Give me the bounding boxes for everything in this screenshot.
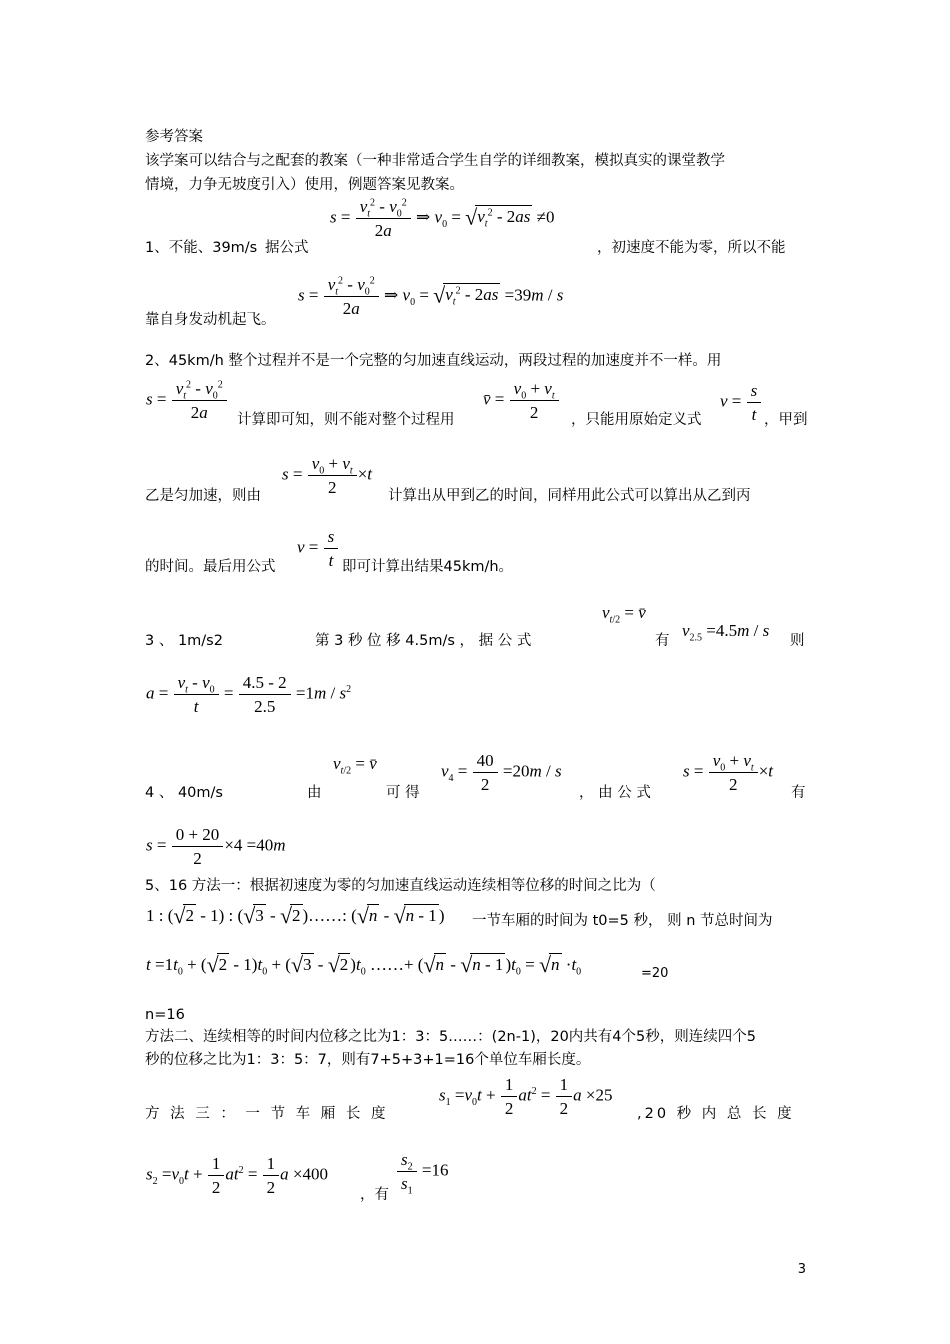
q4-text-e: 有 <box>791 785 806 801</box>
q4-text-a: 4 、 40m/s <box>145 785 223 801</box>
q1-formula-2: s = $\frac{v_t^2 - v_0^2}{2a}$ ⇒ $v_0 = √v_t^2 - 2as =39m / s$ <box>298 275 564 318</box>
q2-text-d: 乙是匀加速，则由 <box>145 488 261 504</box>
q2-formula-v2: v = $\frac{s}{t}$ <box>297 528 339 569</box>
q5-method3-a: 方 法 三 ： 一 节 车 厢 长 度 <box>145 1106 389 1122</box>
q5-method2-line-2: 秒的位移之比为1：3：5：7，则有7+5+3+1=16个单位车厢长度。 <box>145 1052 591 1068</box>
q2-text-b: ，只能用原始定义式 <box>571 412 702 428</box>
page-number: 3 <box>797 1262 806 1277</box>
q5-formula-ratio-s: $\frac{s_2}{s_1}$ =16 <box>396 1151 448 1192</box>
q3-text-d: 则 <box>790 633 805 649</box>
q4-text-d: ， 由 公 式 <box>579 785 651 801</box>
q5-text-a: 一节车厢的时间为 t0=5 秒， 则 n 节总时间为 <box>472 913 773 929</box>
q4-text-c: 可 得 <box>386 785 420 801</box>
q2-line-1: 2、45km/h 整个过程并不是一个完整的匀加速直线运动，两段过程的加速度并不一样。用 <box>145 353 722 369</box>
q2-formula-vbar: v̄ = $\frac{v_0 + v_t}{2}$ <box>483 380 560 421</box>
q3-formula-vhalf: $v_{t/2}$ = v̄ <box>602 603 646 626</box>
q1-tail: ，初速度不能为零，所以不能 <box>597 240 786 256</box>
q5-formula-t: $t =1t_0 + (√2 - 1)t_0 + (√3 - √2$ )$t_0$ ……+ (√n - √n - 1 )$t_0 = √n \cdot t_0$ <box>146 952 582 978</box>
q2-text-c: ，甲到 <box>764 412 808 428</box>
q3-text-c: 有 <box>655 633 670 649</box>
heading: 参考答案 <box>145 129 203 145</box>
q4-text-b: 由 <box>307 785 322 801</box>
q4-formula-s: s = $\frac{0 + 20}{2}$ ×4 =40m <box>146 825 286 868</box>
q2-formula-v: v = $\frac{s}{t}$ <box>720 382 762 423</box>
q5-eq: =20 <box>641 966 669 981</box>
q1-lead: 1、不能、39m/s <box>145 240 258 256</box>
q5-formula-s1: $s_1 =v_0t$ + $\frac{1}{2}$ $at^2$ = $\frac{1}{2}$ a ×25 <box>439 1075 613 1118</box>
q4-formula-st: s = $\frac{v_0 + v_t}{2}$ ×t <box>683 751 774 794</box>
q2-text-e: 计算出从甲到乙的时间，同样用此公式可以算出从乙到丙 <box>388 488 751 504</box>
q1-formula-1: s = $\frac{v_t^2 - v_0^2}{2a}$ ⇒ $v_0 = √v_t^2 - 2as \ne 0$ <box>330 197 555 240</box>
q4-formula-v4: $v_4$ = $\frac{40}{2}$ =20m / s <box>441 751 562 794</box>
q3-formula-a: a = $\frac{v_t - v_0}{t}$ = $\frac{4.5 - 2}{2.5}$ $=1m / s^2$ <box>146 673 352 716</box>
q5-method3-c: ，有 <box>360 1187 389 1203</box>
intro-line-1: 该学案可以结合与之配套的教案（一种非常适合学生自学的详细教案，模拟真实的课堂教学 <box>145 153 725 169</box>
q2-formula-s: s = $\frac{v_t^2 - v_0^2}{2a}$ <box>146 380 228 421</box>
q2-text-f: 的时间。最后用公式 <box>145 559 276 575</box>
q1-line-2: 靠自身发动机起飞。 <box>145 312 276 328</box>
q5-method3-b: ,20 秒 内 总 长 度 <box>637 1106 795 1122</box>
q5-method2-line-1: 方法二、连续相等的时间内位移之比为1：3：5……：(2n-1)，20内共有4个5秒，则连续四个5 <box>145 1029 756 1045</box>
q5-formula-s2: $s_2 =v_0t$ + $\frac{1}{2}$ $at^2$ = $\frac{1}{2}$ a ×400 <box>146 1154 329 1197</box>
intro-line-2: 情境，力争无坡度引入）使用，例题答案见教案。 <box>145 177 464 193</box>
q1-mid: 据公式 <box>265 240 309 256</box>
q3-text-b: 第 3 秒 位 移 4.5m/s ， 据 公 式 <box>315 633 532 649</box>
q3-text-a: 3 、 1m/s2 <box>145 633 223 649</box>
q2-text-a: 计算即可知，则不能对整个过程用 <box>237 412 455 428</box>
q4-formula-vhalf: $v_{t/2}$ = v̄ <box>333 754 377 777</box>
q3-formula-v25: $v_{2.5} =4.5m / s$ <box>682 621 770 644</box>
q5-line-1: 5、16 方法一：根据初速度为零的匀加速直线运动连续相等位移的时间之比为（ <box>145 878 656 894</box>
q2-text-g: 即可计算出结果45km/h。 <box>342 559 514 575</box>
q5-formula-ratio: 1 : (√2 - 1) : (√3 - √2 )……: (√n - √n - 1 ) <box>146 903 445 928</box>
q5-n: n=16 <box>145 1007 185 1023</box>
q2-formula-st: s = $\frac{v_0 + v_t}{2}$ ×t <box>282 454 373 497</box>
